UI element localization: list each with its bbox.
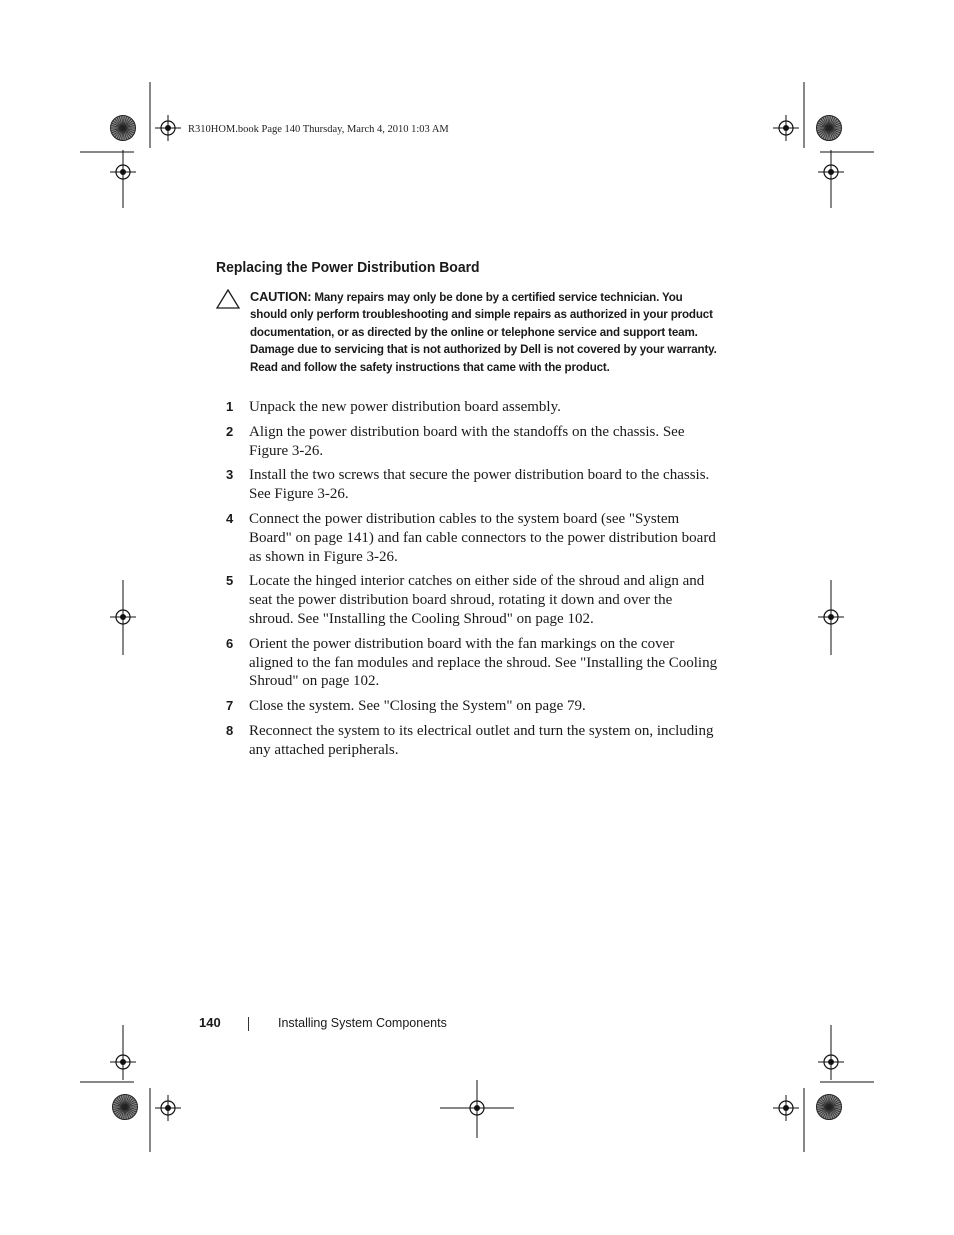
step-item <box>216 398 736 417</box>
step-number: 2 <box>226 423 234 439</box>
step-text: Locate the hinged interior catches on either side of the shroud and align and seat the power distribution board shroud, rotating it down and over the shroud. See "Installing the Cooling Shroud" on page 102. <box>249 573 705 627</box>
step-text: Close the system. See "Closing the System" on page 79. <box>249 698 586 715</box>
step-text: Align the power distribution board with the standoffs on the chassis. See Figure 3-26. <box>249 423 685 459</box>
step-text: Install the two screws that secure the power distribution board to the chassis. See Figure 3-26. <box>249 467 710 503</box>
footer-divider <box>248 1017 249 1031</box>
step-item <box>216 423 736 461</box>
color-target-center <box>827 1105 832 1110</box>
step-text: Unpack the new power distribution board assembly. <box>249 399 561 415</box>
caution-triangle-icon <box>216 289 240 309</box>
step-text: Reconnect the system to its electrical outlet and turn the system on, including any attached peripherals. <box>249 722 714 758</box>
step-text: Orient the power distribution board with the fan markings on the cover aligned to the fan modules and replace the shroud. See "Installing the Cooling Shroud" on page 102. <box>249 635 718 690</box>
step-item <box>216 635 736 691</box>
color-target-center <box>121 126 126 131</box>
step-item <box>216 697 736 716</box>
step-number: 8 <box>226 722 234 738</box>
caution-text <box>250 288 720 376</box>
caution-body: Many repairs may only be done by a certified service technician. You should only perform troubleshooting and simple repairs as authorized in your product documentation, or as directed by the online or telephone service and support team. Damage due to servicing that is not authorized by Dell is not covered by your warranty. Read and follow the safety instructions that came with the product. <box>250 291 717 374</box>
caution-label: CAUTION: <box>250 289 312 304</box>
step-number: 3 <box>226 467 234 483</box>
procedure-steps <box>216 398 736 766</box>
step-number: 4 <box>226 510 234 526</box>
section-title: Replacing the Power Distribution Board <box>216 259 480 276</box>
step-item <box>216 466 736 504</box>
step-number: 5 <box>226 573 234 589</box>
step-item <box>216 722 736 760</box>
step-item <box>216 510 736 566</box>
step-text: Connect the power distribution cables to the system board (see "System Board" on page 141) and fan cable connectors to the power distribution board as shown in Figure 3-26. <box>249 510 716 565</box>
step-number: 6 <box>226 635 234 651</box>
footer-chapter-title: Installing System Components <box>278 1016 447 1030</box>
step-number: 7 <box>226 698 234 714</box>
page-number: 140 <box>199 1015 221 1030</box>
step-number: 1 <box>226 399 234 414</box>
color-target-center <box>123 1105 128 1110</box>
color-target-center <box>827 126 832 131</box>
print-header: R310HOM.book Page 140 Thursday, March 4, 2010 1:03 AM <box>188 124 449 135</box>
step-item <box>216 572 736 628</box>
